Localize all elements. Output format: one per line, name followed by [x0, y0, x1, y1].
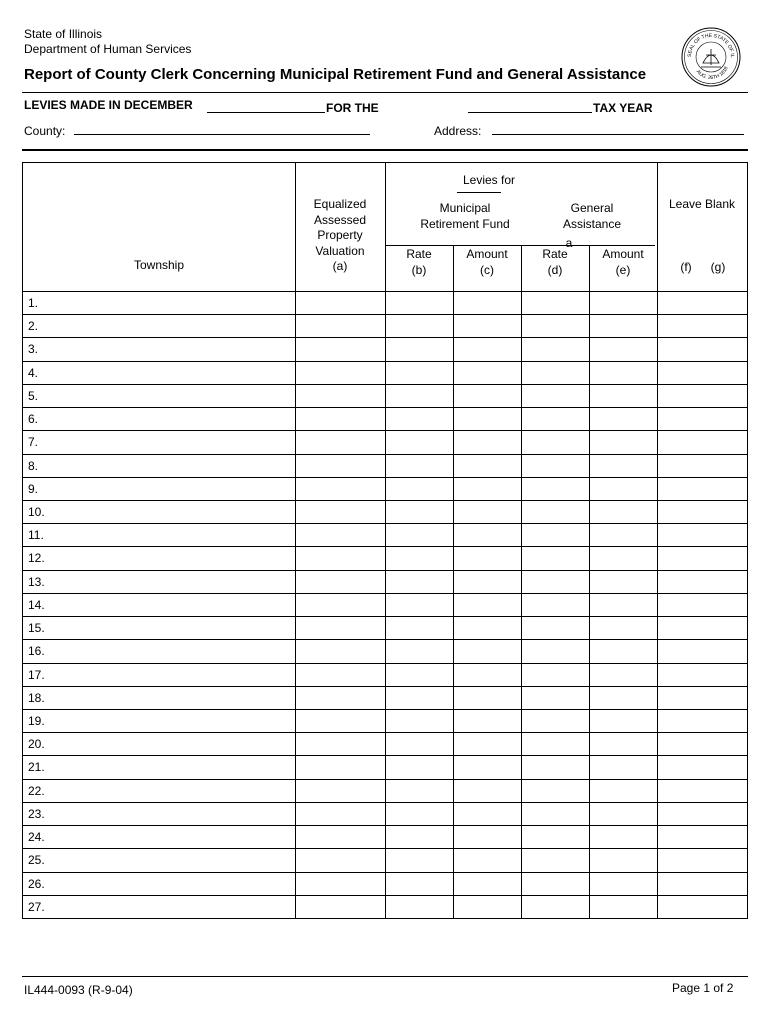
amount-e-cell[interactable] [590, 756, 657, 778]
municipal-retirement-header: Municipal Retirement Fund [420, 201, 510, 231]
levies-made-label: LEVIES MADE IN DECEMBER [24, 98, 193, 112]
rate-b-cell[interactable] [386, 710, 453, 732]
county-label: County: [24, 124, 66, 138]
amount-e-cell[interactable] [590, 617, 657, 639]
leave-blank-cell[interactable] [658, 455, 747, 477]
amount-c-cell[interactable] [454, 640, 521, 662]
rate-b-cell[interactable] [386, 292, 453, 314]
township-cell[interactable] [47, 640, 295, 662]
amount-c-cell[interactable] [454, 849, 521, 871]
township-cell[interactable] [47, 687, 295, 709]
rate-b-cell[interactable] [386, 803, 453, 825]
valuation-cell[interactable] [296, 571, 385, 593]
amount-c-cell[interactable] [454, 408, 521, 430]
leave-blank-header: Leave Blank [668, 197, 736, 211]
rate-d-cell[interactable] [522, 547, 589, 569]
valuation-cell[interactable] [296, 594, 385, 616]
township-cell[interactable] [47, 524, 295, 546]
township-cell[interactable] [47, 617, 295, 639]
township-cell[interactable] [47, 478, 295, 500]
rate-b-cell[interactable] [386, 733, 453, 755]
rate-d-cell[interactable] [522, 780, 589, 802]
row-number: 21. [28, 760, 45, 775]
township-cell[interactable] [47, 826, 295, 848]
amount-e-cell[interactable] [590, 292, 657, 314]
valuation-cell[interactable] [296, 315, 385, 337]
rate-d-cell[interactable] [522, 362, 589, 384]
amount-c-cell[interactable] [454, 338, 521, 360]
row-number: 1. [28, 296, 39, 310]
rate-d-cell[interactable] [522, 803, 589, 825]
amount-e-cell[interactable] [590, 571, 657, 593]
rate-b-cell[interactable] [386, 826, 453, 848]
row-number: 22. [28, 783, 45, 798]
rate-b-cell[interactable] [386, 362, 453, 384]
rate-b-cell[interactable] [386, 849, 453, 871]
valuation-cell[interactable] [296, 501, 385, 523]
rate-b-cell[interactable] [386, 756, 453, 778]
rate-b-cell[interactable] [386, 873, 453, 895]
rate-d-cell[interactable] [522, 292, 589, 314]
township-cell[interactable] [47, 385, 295, 407]
county-field[interactable] [74, 121, 370, 135]
rate-d-cell[interactable] [522, 756, 589, 778]
row-number: 13. [28, 574, 45, 589]
rate-d-header: Rate (d) [542, 247, 568, 277]
seal-bottom-text: AUG. 26TH 1818 [694, 65, 730, 82]
row-number: 6. [28, 412, 39, 427]
amount-e-cell[interactable] [590, 338, 657, 360]
row-number: 4. [28, 365, 39, 380]
amount-e-cell[interactable] [590, 547, 657, 569]
leave-blank-cell[interactable] [658, 431, 747, 453]
row-number: 26. [28, 876, 45, 891]
state-name: State of Illinois [24, 27, 103, 41]
rate-b-cell[interactable] [386, 408, 453, 430]
township-header: Township [133, 258, 185, 272]
amount-c-cell[interactable] [454, 733, 521, 755]
valuation-cell[interactable] [296, 478, 385, 500]
rate-b-cell[interactable] [386, 455, 453, 477]
amount-c-cell[interactable] [454, 315, 521, 337]
valuation-cell[interactable] [296, 547, 385, 569]
rate-d-cell[interactable] [522, 455, 589, 477]
leave-blank-cell[interactable] [658, 849, 747, 871]
amount-e-cell[interactable] [590, 733, 657, 755]
township-cell[interactable] [47, 780, 295, 802]
rate-b-cell[interactable] [386, 547, 453, 569]
rate-d-cell[interactable] [522, 640, 589, 662]
rate-d-cell[interactable] [522, 849, 589, 871]
township-cell[interactable] [47, 408, 295, 430]
leave-blank-cell[interactable] [658, 362, 747, 384]
row-number: 16. [28, 644, 45, 659]
rate-d-cell[interactable] [522, 501, 589, 523]
general-assistance-header: General Assistance [562, 201, 622, 231]
amount-c-cell[interactable] [454, 710, 521, 732]
leave-blank-cell[interactable] [658, 315, 747, 337]
amount-e-cell[interactable] [590, 455, 657, 477]
amount-e-cell[interactable] [590, 873, 657, 895]
amount-c-cell[interactable] [454, 594, 521, 616]
leave-blank-cell[interactable] [658, 756, 747, 778]
row-number: 17. [28, 667, 45, 682]
amount-e-cell[interactable] [590, 687, 657, 709]
valuation-cell[interactable] [296, 849, 385, 871]
valuation-cell[interactable] [296, 826, 385, 848]
levies-table [22, 162, 748, 919]
township-cell[interactable] [47, 431, 295, 453]
amount-c-cell[interactable] [454, 873, 521, 895]
leave-blank-cell[interactable] [658, 385, 747, 407]
valuation-cell[interactable] [296, 710, 385, 732]
rate-d-cell[interactable] [522, 710, 589, 732]
township-cell[interactable] [47, 315, 295, 337]
valuation-cell[interactable] [296, 385, 385, 407]
amount-c-cell[interactable] [454, 547, 521, 569]
rate-b-cell[interactable] [386, 640, 453, 662]
valuation-cell[interactable] [296, 362, 385, 384]
rate-d-cell[interactable] [522, 896, 589, 918]
valuation-cell[interactable] [296, 896, 385, 918]
tax-year-label: TAX YEAR [593, 101, 653, 115]
rate-b-cell[interactable] [386, 431, 453, 453]
amount-e-cell[interactable] [590, 478, 657, 500]
township-cell[interactable] [47, 803, 295, 825]
valuation-cell[interactable] [296, 873, 385, 895]
row-number: 7. [28, 435, 39, 450]
row-number: 2. [28, 319, 39, 334]
amount-e-cell[interactable] [590, 710, 657, 732]
row-number: 20. [28, 737, 45, 752]
valuation-cell[interactable] [296, 338, 385, 360]
rate-d-cell[interactable] [522, 873, 589, 895]
rate-b-cell[interactable] [386, 315, 453, 337]
valuation-cell[interactable] [296, 524, 385, 546]
valuation-cell[interactable] [296, 455, 385, 477]
amount-e-cell[interactable] [590, 501, 657, 523]
amount-e-cell[interactable] [590, 780, 657, 802]
row-number: 18. [28, 690, 45, 705]
rate-b-cell[interactable] [386, 687, 453, 709]
rate-b-cell[interactable] [386, 896, 453, 918]
valuation-cell[interactable] [296, 617, 385, 639]
valuation-cell[interactable] [296, 664, 385, 686]
row-number: 27. [28, 899, 45, 914]
valuation-cell[interactable] [296, 733, 385, 755]
valuation-cell[interactable] [296, 780, 385, 802]
leave-blank-cell[interactable] [658, 664, 747, 686]
leave-blank-cell[interactable] [658, 594, 747, 616]
rate-d-cell[interactable] [522, 478, 589, 500]
township-cell[interactable] [47, 455, 295, 477]
section-rule [22, 149, 748, 151]
leave-blank-cell[interactable] [658, 873, 747, 895]
rate-b-cell[interactable] [386, 594, 453, 616]
levies-date-field[interactable] [207, 98, 325, 113]
amount-c-cell[interactable] [454, 687, 521, 709]
rate-d-cell[interactable] [522, 571, 589, 593]
for-the-label: FOR THE [326, 101, 379, 115]
row-number: 19. [28, 713, 45, 728]
rate-d-cell[interactable] [522, 664, 589, 686]
rate-b-cell[interactable] [386, 478, 453, 500]
rate-d-cell[interactable] [522, 524, 589, 546]
row-number: 24. [28, 830, 45, 845]
rate-b-cell[interactable] [386, 664, 453, 686]
rate-b-header: Rate (b) [406, 247, 432, 277]
valuation-cell[interactable] [296, 431, 385, 453]
row-number: 3. [28, 342, 39, 357]
rate-d-marker: a [565, 236, 573, 250]
leave-blank-cell[interactable] [658, 687, 747, 709]
levies-for-header: Levies for [462, 173, 516, 187]
address-label: Address: [434, 124, 482, 138]
leave-blank-cell[interactable] [658, 524, 747, 546]
amount-e-header: Amount (e) [602, 247, 644, 277]
amount-c-cell[interactable] [454, 292, 521, 314]
township-cell[interactable] [47, 733, 295, 755]
leave-blank-cell[interactable] [658, 780, 747, 802]
amount-c-cell[interactable] [454, 756, 521, 778]
amount-e-cell[interactable] [590, 408, 657, 430]
leave-blank-cell[interactable] [658, 571, 747, 593]
amount-c-cell[interactable] [454, 431, 521, 453]
valuation-cell[interactable] [296, 640, 385, 662]
amount-e-cell[interactable] [590, 849, 657, 871]
equalized-valuation-header: Equalized Assessed Property Valuation (a) [313, 197, 367, 273]
row-number: 15. [28, 621, 45, 636]
row-number: 23. [28, 806, 45, 821]
valuation-cell[interactable] [296, 292, 385, 314]
amount-e-cell[interactable] [590, 524, 657, 546]
row-number: 12. [28, 551, 45, 566]
leave-blank-cell[interactable] [658, 710, 747, 732]
rate-d-cell[interactable] [522, 687, 589, 709]
rate-b-cell[interactable] [386, 617, 453, 639]
amount-c-cell[interactable] [454, 780, 521, 802]
row-number: 25. [28, 853, 45, 868]
row-number: 11. [28, 528, 44, 543]
leave-blank-cell[interactable] [658, 803, 747, 825]
township-cell[interactable] [47, 849, 295, 871]
township-cell[interactable] [47, 594, 295, 616]
township-cell[interactable] [47, 571, 295, 593]
tax-year-field[interactable] [468, 98, 592, 113]
form-title: Report of County Clerk Concerning Municipal Retirement Fund and General Assistance [24, 66, 647, 83]
footer-rule [22, 976, 748, 977]
leave-blank-cell[interactable] [658, 408, 747, 430]
township-cell[interactable] [47, 896, 295, 918]
rate-d-cell[interactable] [522, 315, 589, 337]
rate-b-cell[interactable] [386, 571, 453, 593]
valuation-cell[interactable] [296, 408, 385, 430]
township-cell[interactable] [47, 292, 295, 314]
leave-blank-cell[interactable] [658, 292, 747, 314]
township-cell[interactable] [47, 362, 295, 384]
rate-b-cell[interactable] [386, 524, 453, 546]
row-number: 10. [28, 504, 45, 519]
rate-d-cell[interactable] [522, 431, 589, 453]
f-header: (f) [680, 260, 692, 274]
township-cell[interactable] [47, 664, 295, 686]
amount-c-cell[interactable] [454, 826, 521, 848]
amount-e-cell[interactable] [590, 664, 657, 686]
row-number: 5. [28, 388, 39, 403]
rate-d-cell[interactable] [522, 617, 589, 639]
leave-blank-cell[interactable] [658, 640, 747, 662]
rate-b-cell[interactable] [386, 385, 453, 407]
township-cell[interactable] [47, 338, 295, 360]
township-cell[interactable] [47, 501, 295, 523]
leave-blank-cell[interactable] [658, 501, 747, 523]
amount-c-cell[interactable] [454, 571, 521, 593]
amount-c-cell[interactable] [454, 501, 521, 523]
row-number: 9. [28, 481, 39, 496]
rate-b-cell[interactable] [386, 501, 453, 523]
row-number: 8. [28, 458, 39, 473]
amount-e-cell[interactable] [590, 803, 657, 825]
amount-c-cell[interactable] [454, 617, 521, 639]
department-name: Department of Human Services [24, 42, 192, 56]
leave-blank-cell[interactable] [658, 896, 747, 918]
leave-blank-cell[interactable] [658, 547, 747, 569]
amount-c-cell[interactable] [454, 803, 521, 825]
township-cell[interactable] [47, 710, 295, 732]
amount-c-cell[interactable] [454, 664, 521, 686]
valuation-cell[interactable] [296, 687, 385, 709]
amount-e-cell[interactable] [590, 594, 657, 616]
seal-top-text: SEAL OF THE STATE OF IL [686, 32, 736, 58]
amount-e-cell[interactable] [590, 896, 657, 918]
amount-c-cell[interactable] [454, 455, 521, 477]
leave-blank-cell[interactable] [658, 617, 747, 639]
township-cell[interactable] [47, 756, 295, 778]
amount-c-cell[interactable] [454, 362, 521, 384]
state-seal-icon [681, 27, 741, 87]
rate-b-cell[interactable] [386, 780, 453, 802]
rate-d-cell[interactable] [522, 338, 589, 360]
leave-blank-cell[interactable] [658, 733, 747, 755]
amount-c-cell[interactable] [454, 524, 521, 546]
amount-e-cell[interactable] [590, 431, 657, 453]
form-number: IL444-0093 (R-9-04) [24, 983, 133, 997]
leave-blank-cell[interactable] [658, 338, 747, 360]
amount-e-cell[interactable] [590, 315, 657, 337]
amount-e-cell[interactable] [590, 826, 657, 848]
address-field[interactable] [492, 121, 744, 135]
township-cell[interactable] [47, 873, 295, 895]
rate-d-cell[interactable] [522, 385, 589, 407]
leave-blank-cell[interactable] [658, 826, 747, 848]
g-header: (g) [710, 260, 726, 274]
valuation-cell[interactable] [296, 756, 385, 778]
township-cell[interactable] [47, 547, 295, 569]
amount-e-cell[interactable] [590, 362, 657, 384]
page-number: Page 1 of 2 [672, 981, 734, 995]
rate-d-cell[interactable] [522, 826, 589, 848]
rate-b-cell[interactable] [386, 338, 453, 360]
amount-e-cell[interactable] [590, 385, 657, 407]
amount-c-cell[interactable] [454, 385, 521, 407]
amount-c-header: Amount (c) [466, 247, 508, 277]
leave-blank-cell[interactable] [658, 478, 747, 500]
amount-c-cell[interactable] [454, 896, 521, 918]
amount-c-cell[interactable] [454, 478, 521, 500]
rate-d-cell[interactable] [522, 408, 589, 430]
levies-for-blank [457, 192, 501, 193]
rate-d-cell[interactable] [522, 733, 589, 755]
rate-d-cell[interactable] [522, 594, 589, 616]
row-number: 14. [28, 597, 45, 612]
valuation-cell[interactable] [296, 803, 385, 825]
header-rule [22, 92, 748, 93]
amount-e-cell[interactable] [590, 640, 657, 662]
